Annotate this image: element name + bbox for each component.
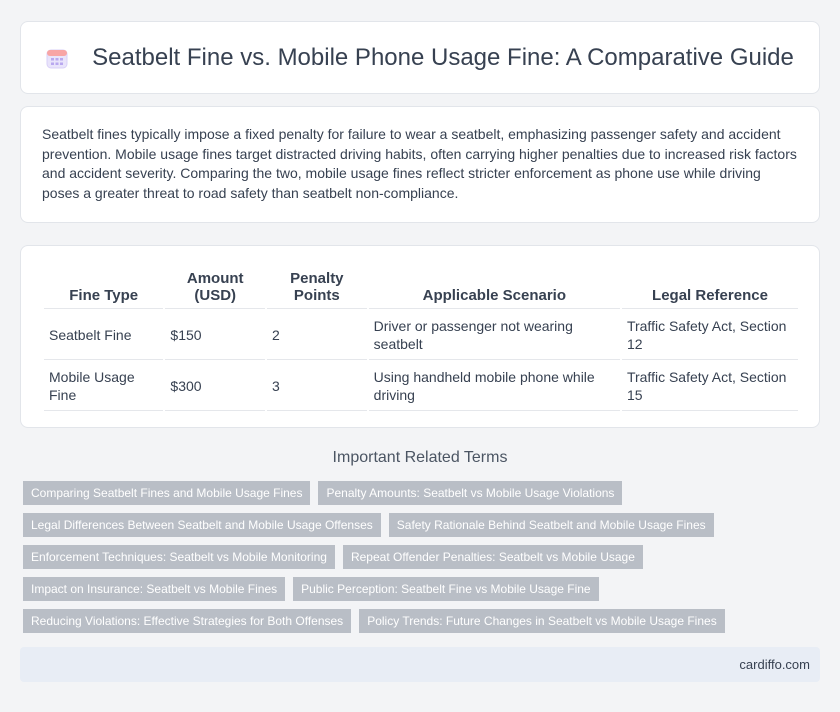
table-cell: Traffic Safety Act, Section 15	[622, 362, 798, 411]
related-term-tag[interactable]: Comparing Seatbelt Fines and Mobile Usage Fines	[23, 481, 310, 505]
col-penalty-points: Penalty Points	[267, 266, 367, 309]
tag-row	[23, 545, 823, 569]
related-terms-list	[23, 481, 823, 641]
tag-row	[23, 609, 823, 633]
page-title: Seatbelt Fine vs. Mobile Phone Usage Fine: A Comparative Guide	[92, 43, 794, 71]
footer	[20, 647, 820, 682]
header	[20, 21, 820, 94]
related-term-tag[interactable]: Safety Rationale Behind Seatbelt and Mobile Usage Fines	[389, 513, 714, 537]
related-term-tag[interactable]: Penalty Amounts: Seatbelt vs Mobile Usage Violations	[318, 481, 622, 505]
related-term-tag[interactable]: Legal Differences Between Seatbelt and Mobile Usage Offenses	[23, 513, 381, 537]
related-term-tag[interactable]: Policy Trends: Future Changes in Seatbelt vs Mobile Usage Fines	[359, 609, 725, 633]
col-scenario: Applicable Scenario	[369, 266, 620, 309]
related-term-tag[interactable]: Impact on Insurance: Seatbelt vs Mobile Fines	[23, 577, 285, 601]
tag-row	[23, 577, 823, 601]
col-fine-type: Fine Type	[44, 266, 163, 309]
table-header-row	[44, 266, 798, 309]
related-term-tag[interactable]: Public Perception: Seatbelt Fine vs Mobile Usage Fine	[293, 577, 598, 601]
related-terms-title: Important Related Terms	[332, 449, 508, 466]
tag-row	[23, 513, 823, 537]
tag-row	[23, 481, 823, 505]
col-amount: Amount (USD)	[165, 266, 265, 309]
calendar-icon	[46, 47, 68, 69]
table-cell: $150	[165, 311, 265, 360]
comparison-table	[42, 264, 800, 413]
intro-card	[20, 106, 820, 223]
table-cell: Driver or passenger not wearing seatbelt	[369, 311, 620, 360]
table-cell: Mobile Usage Fine	[44, 362, 163, 411]
table-cell: 2	[267, 311, 367, 360]
related-term-tag[interactable]: Repeat Offender Penalties: Seatbelt vs Mobile Usage	[343, 545, 643, 569]
table-cell: $300	[165, 362, 265, 411]
related-term-tag[interactable]: Enforcement Techniques: Seatbelt vs Mobile Monitoring	[23, 545, 335, 569]
related-term-tag[interactable]: Reducing Violations: Effective Strategies for Both Offenses	[23, 609, 351, 633]
table-cell: Seatbelt Fine	[44, 311, 163, 360]
table-cell: Traffic Safety Act, Section 12	[622, 311, 798, 360]
table-row	[44, 362, 798, 411]
footer-site-link[interactable]: cardiffo.com	[739, 657, 810, 672]
intro-text: Seatbelt fines typically impose a fixed penalty for failure to wear a seatbelt, emphasizing passenger safety and accident prevention. Mobile usage fines target distracted driving habits, often carrying higher penalties due to increased risk factors and accident severity. Comparing the two, mobile usage fines reflect stricter enforcement as phone use while driving poses a greater threat to road safety than seatbelt non-compliance.	[42, 126, 797, 201]
table-row	[44, 311, 798, 360]
comparison-table-card	[20, 245, 820, 428]
col-legal-reference: Legal Reference	[622, 266, 798, 309]
table-cell: 3	[267, 362, 367, 411]
table-cell: Using handheld mobile phone while driving	[369, 362, 620, 411]
